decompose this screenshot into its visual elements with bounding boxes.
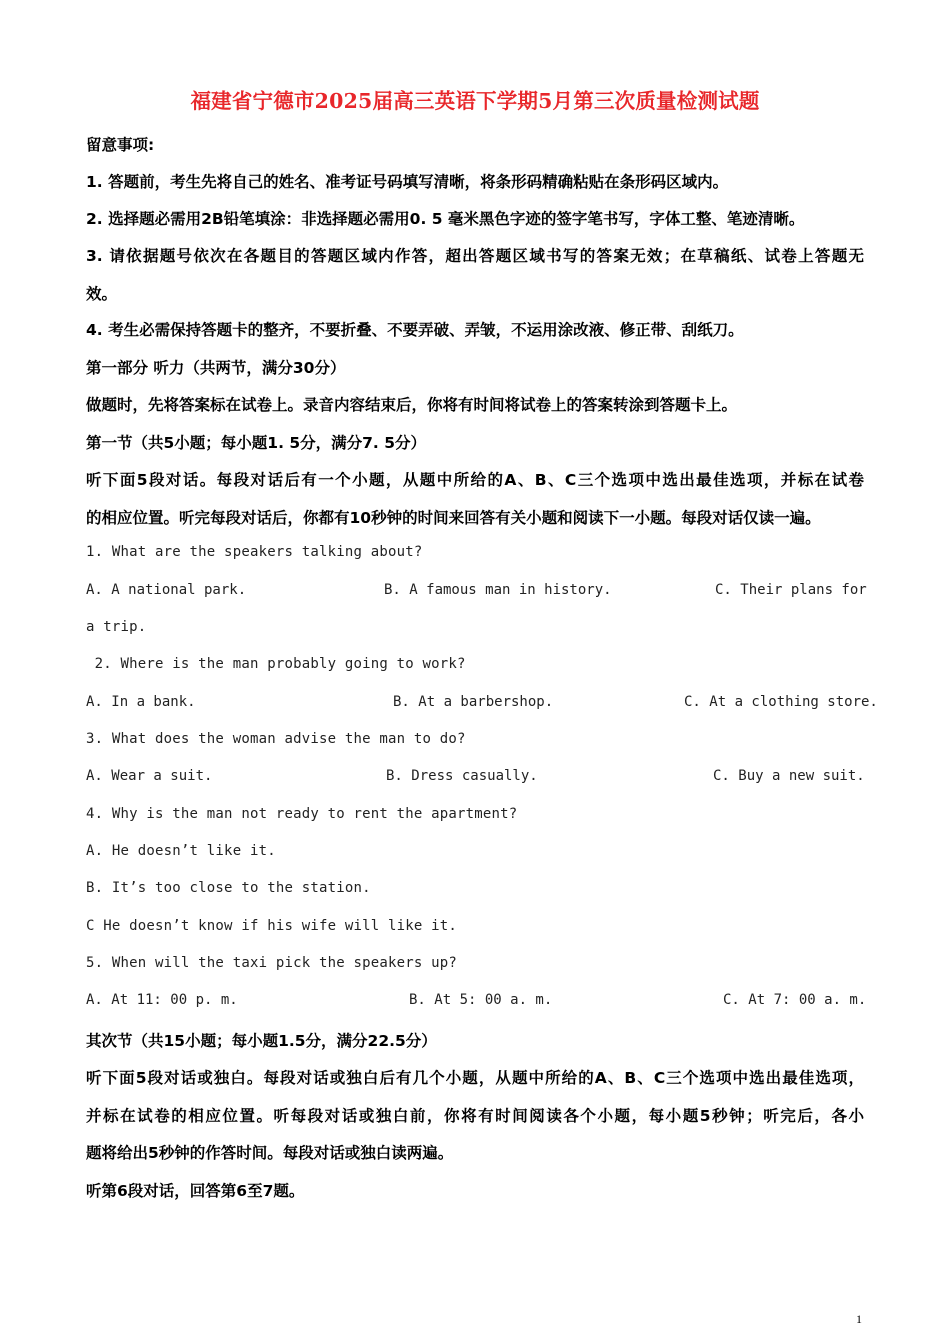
section1-instruction-line-2: 的相应位置。听完每段对话后，你都有10秒钟的时间来回答有关小题和阅读下一小题。每段对话仅读一遍。 <box>86 509 821 527</box>
question-5-option-a: A. At 11: 00 p. m. <box>86 992 238 1008</box>
notice-item-3-cont: 效。 <box>86 285 118 303</box>
document-title: 福建省宁德市2025届高三英语下学期5月第三次质量检测试题 <box>190 89 760 113</box>
section2-instruction-line-1: 听下面5段对话或独白。每段对话或独白后有几个小题，从题中所给的A、B、C三个选项中选出最佳选项， <box>86 1069 864 1087</box>
question-2-stem: 2. Where is the man probably going to work? <box>86 656 466 672</box>
notice-item-3: 3. 请依据题号依次在各题目的答题区域内作答，超出答题区域书写的答案无效；在草稿纸、试卷上答题无 <box>86 247 864 265</box>
section2-heading: 其次节（共15小题；每小题1.5分，满分22.5分） <box>86 1032 437 1050</box>
section1-heading: 第一节（共5小题；每小题1. 5分，满分7. 5分） <box>86 434 426 452</box>
question-2-option-a: A. In a bank. <box>86 694 196 710</box>
question-2-option-c: C. At a clothing store. <box>684 694 878 710</box>
question-3-option-a: A. Wear a suit. <box>86 768 213 784</box>
notice-item-4: 4. 考生必需保持答题卡的整齐，不要折叠、不要弄破、弄皱，不运用涂改液、修正带、刮纸刀。 <box>86 321 744 339</box>
question-3-option-b: B. Dress casually. <box>386 768 538 784</box>
question-2-option-b: B. At a barbershop. <box>393 694 554 710</box>
question-4-stem: 4. Why is the man not ready to rent the apartment? <box>86 806 518 822</box>
notice-item-1: 1. 答题前，考生先将自己的姓名、准考证号码填写清晰，将条形码精确粘贴在条形码区域内。 <box>86 173 729 191</box>
question-4-option-b: B. It’s too close to the station. <box>86 880 371 896</box>
part1-instruction: 做题时，先将答案标在试卷上。录音内容结束后，你将有时间将试卷上的答案转涂到答题卡上。 <box>86 396 738 414</box>
notice-item-2: 2. 选择题必需用2B铅笔填涂：非选择题必需用0. 5 毫米黑色字迹的签字笔书写，字体工整、笔迹清晰。 <box>86 210 805 228</box>
question-1-stem: 1. What are the speakers talking about? <box>86 544 423 560</box>
question-5-option-c: C. At 7: 00 a. m. <box>723 992 867 1008</box>
dialog-6-heading: 听第6段对话，回答第6至7题。 <box>86 1182 305 1200</box>
question-1-option-c-cont: a trip. <box>86 619 147 635</box>
section2-instruction-line-2: 并标在试卷的相应位置。听每段对话或独白前，你将有时间阅读各个小题，每小题5秒钟；听完后，各小 <box>86 1107 864 1125</box>
question-1-option-c: C. Their plans for <box>715 582 867 598</box>
part1-heading: 第一部分 听力（共两节，满分30分） <box>86 359 346 377</box>
question-4-option-a: A. He doesn’t like it. <box>86 843 276 859</box>
question-5-stem: 5. When will the taxi pick the speakers up? <box>86 955 458 971</box>
section2-instruction-line-3: 题将给出5秒钟的作答时间。每段对话或独白读两遍。 <box>86 1144 454 1162</box>
question-4-option-c: C He doesn’t know if his wife will like it. <box>86 918 458 934</box>
question-5-option-b: B. At 5: 00 a. m. <box>409 992 553 1008</box>
question-1-option-a: A. A national park. <box>86 582 247 598</box>
page-number: 1 <box>856 1312 862 1326</box>
question-3-option-c: C. Buy a new suit. <box>713 768 865 784</box>
question-3-stem: 3. What does the woman advise the man to do? <box>86 731 466 747</box>
question-1-option-b: B. A famous man in history. <box>384 582 612 598</box>
notice-heading: 留意事项: <box>86 136 155 154</box>
section1-instruction-line-1: 听下面5段对话。每段对话后有一个小题，从题中所给的A、B、C三个选项中选出最佳选项，并标在试卷 <box>86 471 864 489</box>
